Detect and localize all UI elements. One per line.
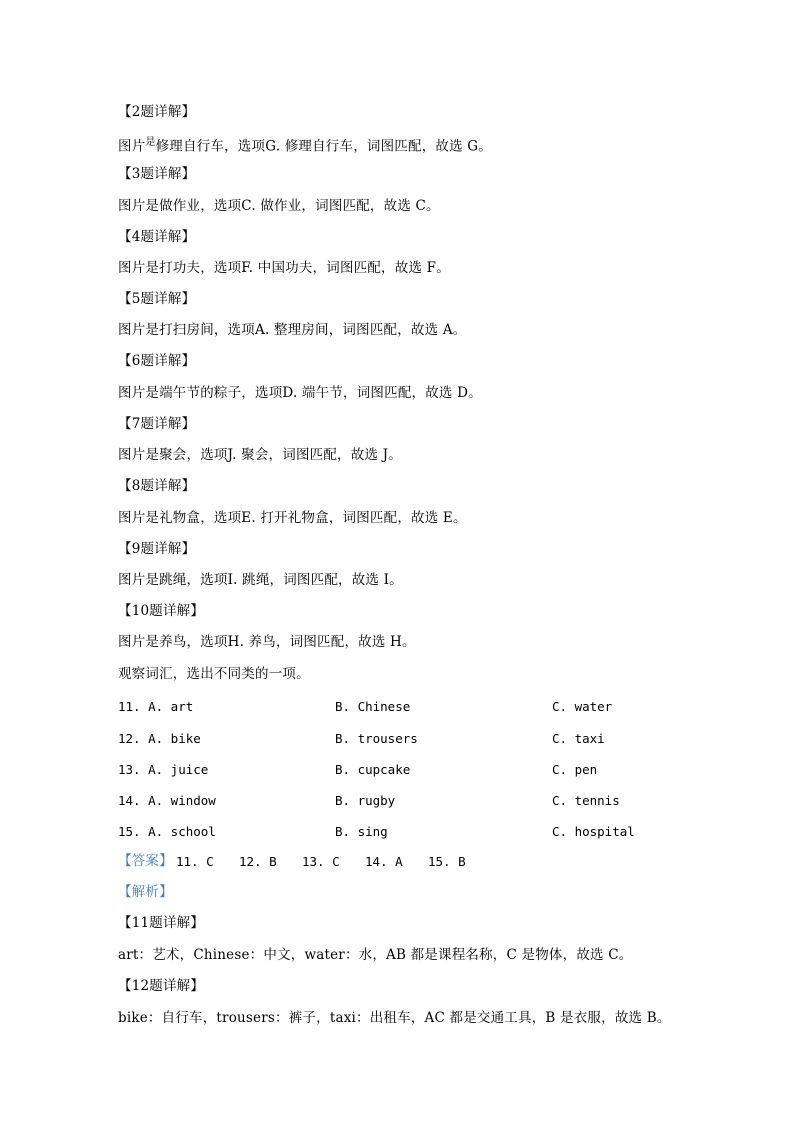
section-body-6: 图片是端午节的粽子，选项D. 端午节，词图匹配，故选 D。 — [118, 385, 482, 401]
section-body-7: 图片是聚会，选项J. 聚会，词图匹配，故选 J。 — [118, 447, 402, 463]
answer-13: 13. C — [302, 854, 340, 869]
section-heading-8: 【8题详解】 — [118, 478, 196, 494]
section-body-11: art：艺术，Chinese：中文，water：水，AB 都是课程名称，C 是物体，故选 C。 — [118, 947, 633, 963]
question-15-option-a: 15. A. school — [118, 824, 216, 839]
section-heading-4: 【4题详解】 — [118, 229, 196, 245]
section-heading-7: 【7题详解】 — [118, 416, 196, 432]
section-body-12: bike：自行车，trousers：裤子，taxi：出租车，AC 都是交通工具，B 是衣服，故选 B。 — [118, 1010, 671, 1026]
body-post: 修理自行车，选项G. 修理自行车，词图匹配，故选 G。 — [155, 138, 492, 155]
question-13-option-c: C. pen — [552, 762, 598, 777]
analysis-label: 【解析】 — [118, 884, 173, 900]
section-heading-3: 【3题详解】 — [118, 166, 196, 182]
section-heading-9: 【9题详解】 — [118, 541, 196, 557]
question-14-option-c: C. tennis — [552, 793, 620, 808]
answer-12: 12. B — [239, 854, 277, 869]
answer-label: 【答案】 — [118, 853, 173, 869]
instruction: 观察词汇，选出不同类的一项。 — [118, 666, 310, 682]
answer-11: 11. C — [176, 854, 214, 869]
question-11-option-b: B. Chinese — [335, 699, 411, 714]
section-heading-11: 【11题详解】 — [118, 915, 205, 931]
section-heading-2: 【2题详解】 — [118, 104, 196, 120]
question-12-option-a: 12. A. bike — [118, 731, 201, 746]
question-13-option-b: B. cupcake — [335, 762, 411, 777]
question-14-option-b: B. rugby — [335, 793, 396, 808]
section-body-4: 图片是打功夫，选项F. 中国功夫，词图匹配，故选 F。 — [118, 260, 450, 276]
answer-15: 15. B — [428, 854, 466, 869]
question-11-option-c: C. water — [552, 699, 613, 714]
section-heading-6: 【6题详解】 — [118, 353, 196, 369]
section-heading-12: 【12题详解】 — [118, 978, 205, 994]
section-body-9: 图片是跳绳，选项I. 跳绳，词图匹配，故选 I。 — [118, 572, 403, 588]
question-12-option-b: B. trousers — [335, 731, 418, 746]
section-body-10: 图片是养鸟，选项H. 养鸟，词图匹配，故选 H。 — [118, 634, 416, 650]
question-15-option-c: C. hospital — [552, 824, 635, 839]
answer-14: 14. A — [365, 854, 403, 869]
question-13-option-a: 13. A. juice — [118, 762, 209, 777]
body-sup: 是 — [145, 137, 156, 148]
question-15-option-b: B. sing — [335, 824, 388, 839]
section-heading-5: 【5题详解】 — [118, 291, 196, 307]
section-body-2 — [118, 133, 492, 157]
section-body-8: 图片是礼物盒，选项E. 打开礼物盒，词图匹配，故选 E。 — [118, 510, 467, 526]
question-12-option-c: C. taxi — [552, 731, 605, 746]
section-body-5: 图片是打扫房间，选项A. 整理房间，词图匹配，故选 A。 — [118, 322, 467, 338]
question-14-option-a: 14. A. window — [118, 793, 216, 808]
question-11-option-a: 11. A. art — [118, 699, 194, 714]
section-body-3: 图片是做作业，选项C. 做作业，词图匹配，故选 C。 — [118, 198, 440, 214]
body-pre: 图片 — [118, 138, 146, 155]
section-heading-10: 【10题详解】 — [118, 603, 205, 619]
